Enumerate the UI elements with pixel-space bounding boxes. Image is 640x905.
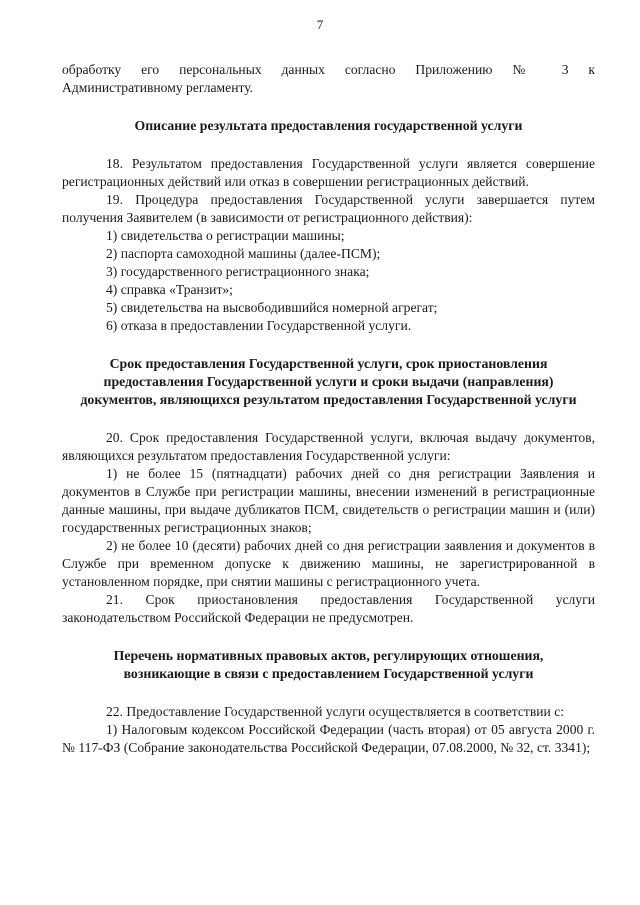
paragraph-20-2: 2) не более 10 (десяти) рабочих дней со дня регистрации заявления и документов в Службе при временном допуске к движению машины, не зарегистрированной в установленном порядке, при снятии машины с регистрационного учета.	[62, 538, 595, 589]
list-item: 3) государственного регистрационного знака;	[106, 264, 370, 279]
paragraph-22-1: 1) Налоговым кодексом Российской Федерации (часть вторая) от 05 августа 2000 г. № 117-ФЗ (Собрание законодательства Российской Федерации, 07.08.2000, № 32, ст. 3341);	[62, 722, 595, 755]
paragraph-22: 22. Предоставление Государственной услуги осуществляется в соответствии с:	[106, 704, 565, 719]
heading-acts: Перечень нормативных правовых актов, регулирующих отношения, возникающие в связи с предоставлением Государственной услуги	[113, 648, 544, 681]
page-content	[62, 61, 595, 757]
page-number: 7	[316, 17, 324, 32]
intro-line-1: обработку его персональных данных согласно Приложению № 3 к	[62, 62, 595, 77]
p19-list	[62, 227, 595, 335]
list-item: 4) справка «Транзит»;	[106, 282, 233, 297]
intro-line-2: Административному регламенту.	[62, 80, 254, 95]
list-item: 1) свидетельства о регистрации машины;	[106, 228, 345, 243]
paragraph-18: 18. Результатом предоставления Государственной услуги является совершение регистрационных действий или отказ в совершении регистрационных действий.	[62, 156, 595, 189]
paragraph-19: 19. Процедура предоставления Государственной услуги завершается путем получения Заявителем (в зависимости от регистрационного действия):	[62, 192, 595, 225]
paragraph-21: 21. Срок приостановления предоставления Государственной услуги законодательством Российской Федерации не предусмотрен.	[62, 592, 595, 625]
list-item: 5) свидетельства на высвободившийся номерной агрегат;	[106, 300, 438, 315]
paragraph-20: 20. Срок предоставления Государственной услуги, включая выдачу документов, являющихся результатом предоставления Государственной услуги:	[62, 430, 595, 463]
heading-term: Срок предоставления Государственной услуги, срок приостановления предоставления Государственной услуги и сроки выдачи (направления) документов, являющихся результатом предоставления Государственной услуги	[80, 356, 577, 407]
heading-result: Описание результата предоставления государственной услуги	[134, 118, 523, 133]
paragraph-20-1: 1) не более 15 (пятнадцати) рабочих дней со дня регистрации Заявления и документов в Службе при регистрации машины, внесении изменений в регистрационные данные машины, при выдаче дубликатов ПСМ, свидетельств о регистрации машин и (или) государственных регистрационных знаков;	[62, 466, 595, 535]
list-item: 2) паспорта самоходной машины (далее-ПСМ);	[106, 246, 381, 261]
list-item: 6) отказа в предоставлении Государственной услуги.	[106, 318, 412, 333]
